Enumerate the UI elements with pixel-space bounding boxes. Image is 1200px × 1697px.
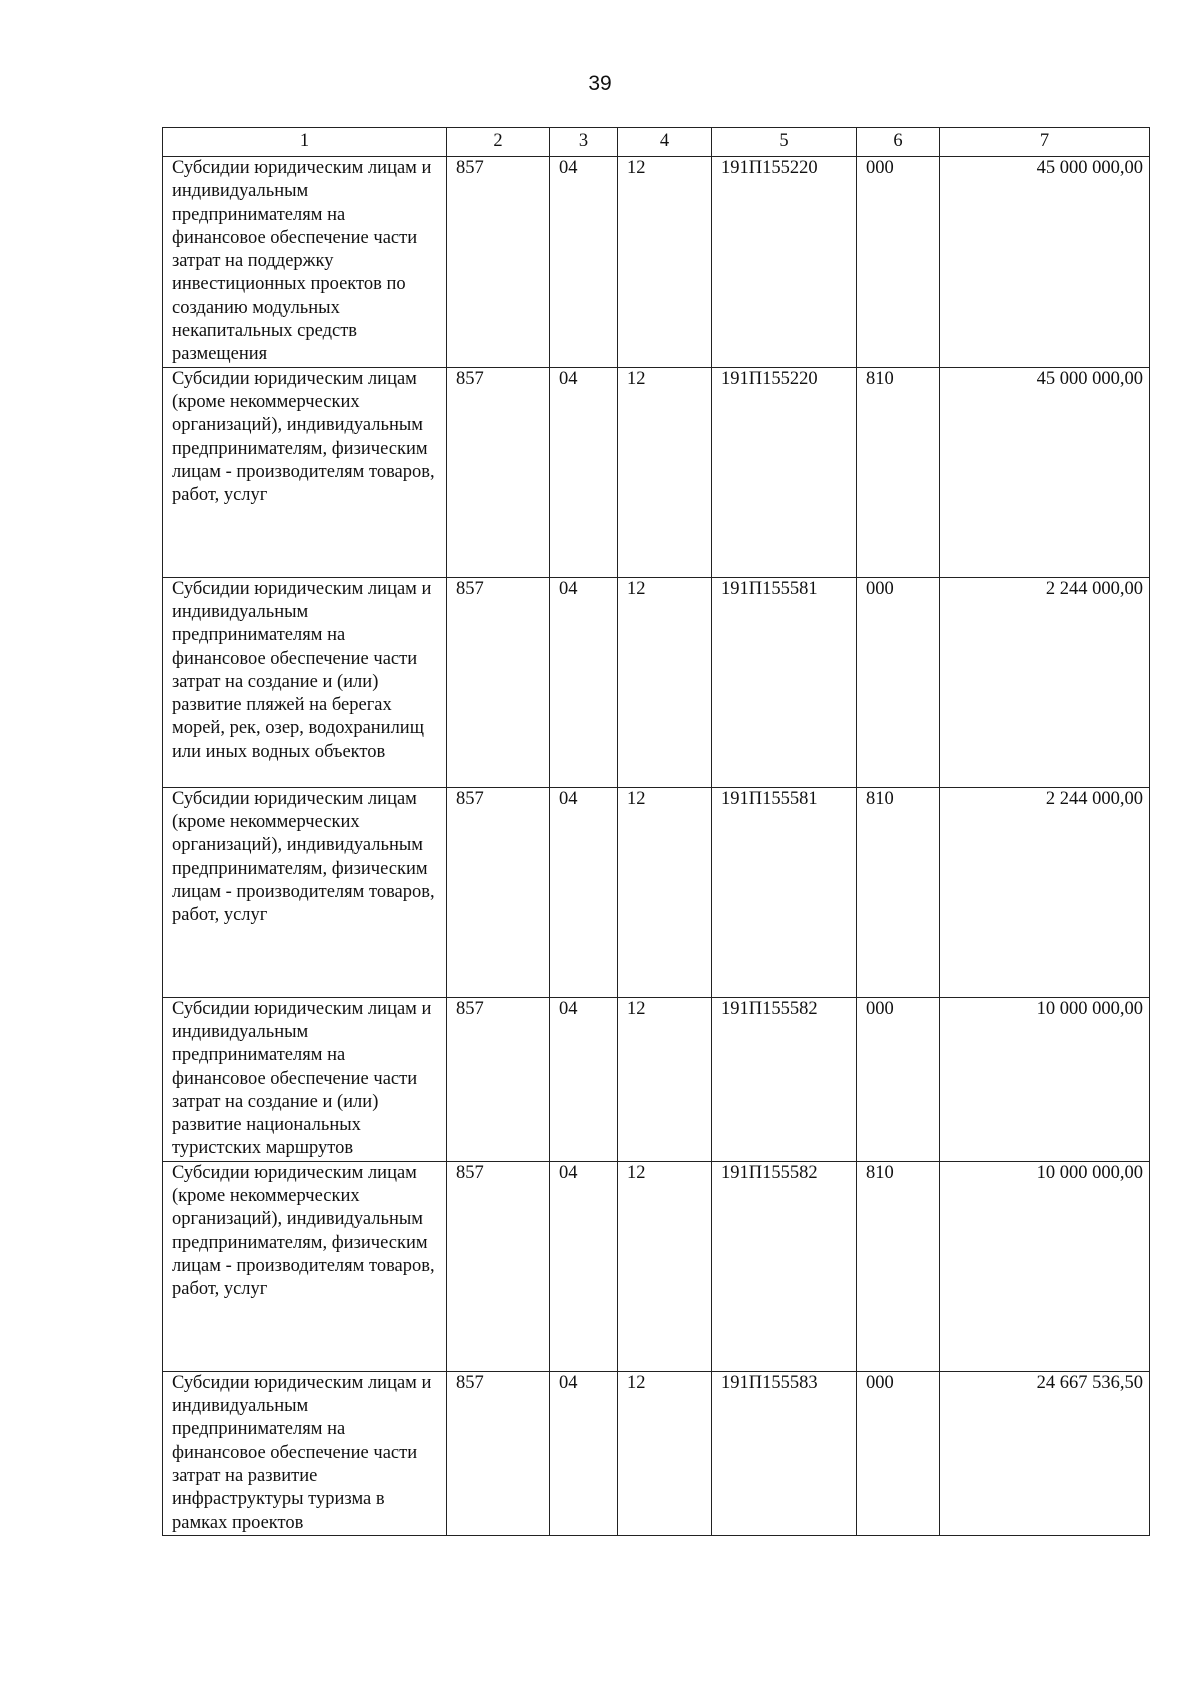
header-row bbox=[163, 128, 1150, 157]
cell-section: 04 bbox=[550, 1371, 618, 1535]
cell-expense-type: 000 bbox=[857, 577, 940, 787]
cell-expense-type: 000 bbox=[857, 157, 940, 368]
cell-section: 04 bbox=[550, 577, 618, 787]
row-name: Субсидии юридическим лицам и индивидуальным предпринимателям на финансовое обеспечение части затрат на создание и (или) развитие национальных туристских маршрутов bbox=[163, 997, 447, 1161]
cell-expense-type: 810 bbox=[857, 787, 940, 997]
cell-expense-type: 000 bbox=[857, 1371, 940, 1535]
cell-target-code: 191П155582 bbox=[712, 997, 857, 1161]
cell-admin-code: 857 bbox=[447, 367, 550, 577]
cell-target-code: 191П155581 bbox=[712, 577, 857, 787]
cell-admin-code: 857 bbox=[447, 1161, 550, 1371]
table-row bbox=[163, 1161, 1150, 1371]
cell-admin-code: 857 bbox=[447, 997, 550, 1161]
page-number: 39 bbox=[588, 72, 612, 95]
cell-target-code: 191П155583 bbox=[712, 1371, 857, 1535]
table-row bbox=[163, 157, 1150, 368]
cell-expense-type: 810 bbox=[857, 1161, 940, 1371]
column-header-1: 1 bbox=[163, 128, 447, 157]
column-header-7: 7 bbox=[940, 128, 1150, 157]
cell-section: 04 bbox=[550, 157, 618, 368]
row-name: Субсидии юридическим лицам (кроме некоммерческих организаций), индивидуальным предпринимателям, физическим лицам - производителям товаров, работ, услуг bbox=[163, 1161, 447, 1371]
table-row bbox=[163, 1371, 1150, 1535]
cell-subsection: 12 bbox=[618, 1161, 712, 1371]
cell-admin-code: 857 bbox=[447, 1371, 550, 1535]
cell-section: 04 bbox=[550, 997, 618, 1161]
cell-subsection: 12 bbox=[618, 367, 712, 577]
cell-amount: 2 244 000,00 bbox=[940, 577, 1150, 787]
column-header-3: 3 bbox=[550, 128, 618, 157]
table-row bbox=[163, 997, 1150, 1161]
row-name: Субсидии юридическим лицам и индивидуальным предпринимателям на финансовое обеспечение части затрат на поддержку инвестиционных проектов по созданию модульных некапитальных средств размещения bbox=[163, 157, 447, 368]
table-row bbox=[163, 367, 1150, 577]
cell-amount: 45 000 000,00 bbox=[940, 157, 1150, 368]
cell-amount: 10 000 000,00 bbox=[940, 997, 1150, 1161]
cell-subsection: 12 bbox=[618, 997, 712, 1161]
cell-subsection: 12 bbox=[618, 1371, 712, 1535]
row-name: Субсидии юридическим лицам и индивидуальным предпринимателям на финансовое обеспечение части затрат на создание и (или) развитие пляжей на берегах морей, рек, озер, водохранилищ или иных водных объектов bbox=[163, 577, 447, 787]
cell-amount: 10 000 000,00 bbox=[940, 1161, 1150, 1371]
cell-subsection: 12 bbox=[618, 577, 712, 787]
cell-amount: 24 667 536,50 bbox=[940, 1371, 1150, 1535]
column-header-5: 5 bbox=[712, 128, 857, 157]
cell-section: 04 bbox=[550, 787, 618, 997]
cell-target-code: 191П155581 bbox=[712, 787, 857, 997]
cell-target-code: 191П155220 bbox=[712, 157, 857, 368]
cell-admin-code: 857 bbox=[447, 787, 550, 997]
cell-section: 04 bbox=[550, 1161, 618, 1371]
cell-target-code: 191П155582 bbox=[712, 1161, 857, 1371]
row-name: Субсидии юридическим лицам и индивидуальным предпринимателям на финансовое обеспечение части затрат на развитие инфраструктуры туризма в рамках проектов bbox=[163, 1371, 447, 1535]
cell-expense-type: 000 bbox=[857, 997, 940, 1161]
column-header-4: 4 bbox=[618, 128, 712, 157]
cell-amount: 2 244 000,00 bbox=[940, 787, 1150, 997]
table-row bbox=[163, 577, 1150, 787]
cell-target-code: 191П155220 bbox=[712, 367, 857, 577]
row-name: Субсидии юридическим лицам (кроме некоммерческих организаций), индивидуальным предпринимателям, физическим лицам - производителям товаров, работ, услуг bbox=[163, 787, 447, 997]
table-row bbox=[163, 787, 1150, 997]
row-name: Субсидии юридическим лицам (кроме некоммерческих организаций), индивидуальным предпринимателям, физическим лицам - производителям товаров, работ, услуг bbox=[163, 367, 447, 577]
cell-subsection: 12 bbox=[618, 157, 712, 368]
column-header-6: 6 bbox=[857, 128, 940, 157]
budget-table bbox=[162, 127, 1150, 1536]
column-header-2: 2 bbox=[447, 128, 550, 157]
cell-section: 04 bbox=[550, 367, 618, 577]
cell-admin-code: 857 bbox=[447, 157, 550, 368]
cell-subsection: 12 bbox=[618, 787, 712, 997]
cell-amount: 45 000 000,00 bbox=[940, 367, 1150, 577]
cell-expense-type: 810 bbox=[857, 367, 940, 577]
cell-admin-code: 857 bbox=[447, 577, 550, 787]
